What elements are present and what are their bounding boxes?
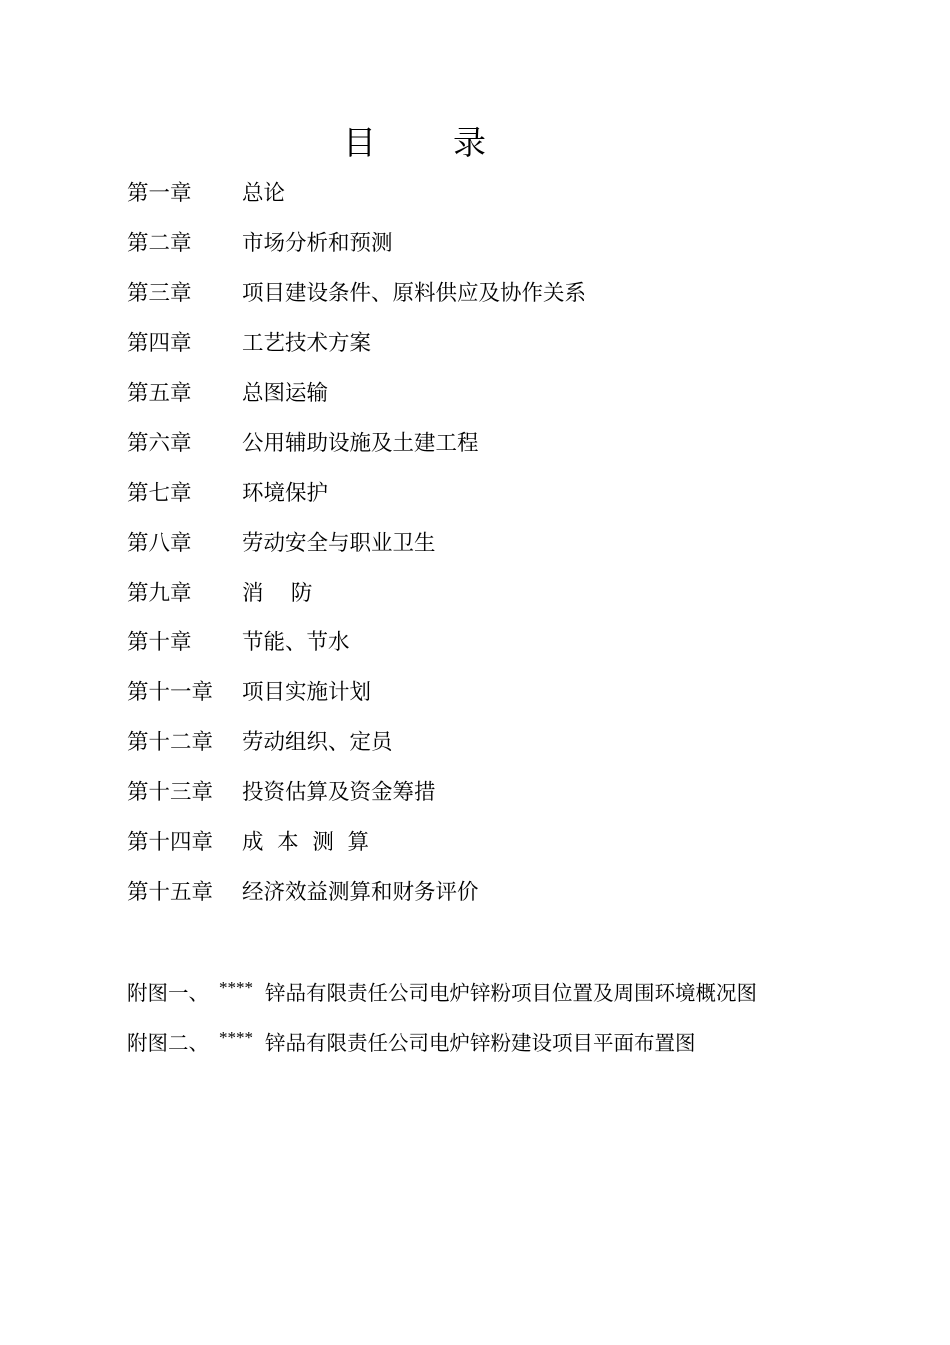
- toc-chapter-title: 公用辅助设施及土建工程: [242, 430, 479, 456]
- toc-chapter-number: 第二章: [127, 231, 192, 257]
- toc-entry-15: [127, 865, 847, 915]
- toc-chapter-number: 第九章: [127, 580, 192, 606]
- toc-entry-1: [127, 167, 847, 217]
- toc-chapter-number: 第七章: [127, 480, 192, 506]
- appendix-entry-1: [127, 966, 907, 1016]
- toc-entry-13: [127, 766, 847, 816]
- toc-chapter-title: 节能、节水: [242, 630, 350, 656]
- toc-chapter-title: 经济效益测算和财务评价: [242, 879, 479, 905]
- toc-entry-8: [127, 516, 847, 566]
- toc-chapter-title: 项目建设条件、原料供应及协作关系: [242, 281, 587, 307]
- toc-chapter-title: 成 本 测 算: [242, 830, 370, 856]
- toc-entry-6: [127, 416, 847, 466]
- toc-entry-7: [127, 466, 847, 516]
- toc-chapter-number: 第十三章: [127, 780, 214, 806]
- toc-chapter-number: 第十五章: [127, 879, 214, 905]
- toc-entry-12: [127, 716, 847, 766]
- toc-chapter-title: 环境保护: [242, 480, 329, 506]
- toc-entry-11: [127, 666, 847, 716]
- toc-chapter-title: 消 防: [242, 580, 313, 606]
- toc-entry-5: [127, 367, 847, 417]
- toc-chapter-title: 劳动组织、定员: [242, 730, 393, 756]
- appendix-list: [127, 966, 907, 1066]
- toc-chapter-number: 第八章: [127, 530, 192, 556]
- toc-entry-9: [127, 566, 847, 616]
- toc-chapter-title: 市场分析和预测: [242, 231, 393, 257]
- toc-chapter-number: 第四章: [127, 331, 192, 357]
- toc-entry-4: [127, 317, 847, 367]
- toc-chapter-number: 第六章: [127, 430, 192, 456]
- toc-chapter-number: 第五章: [127, 381, 192, 406]
- appendix-title: 锌品有限责任公司电炉锌粉项目位置及周围环境概况图: [265, 981, 757, 1005]
- toc-chapter-number: 第十四章: [127, 830, 214, 856]
- appendix-title: 锌品有限责任公司电炉锌粉建设项目平面布置图: [265, 1031, 696, 1055]
- appendix-number: 附图二、: [127, 1031, 209, 1055]
- toc-chapter-title: 总论: [242, 181, 286, 207]
- toc-chapter-title: 项目实施计划: [242, 680, 372, 706]
- toc-chapter-number: 第十一章: [127, 680, 214, 706]
- toc-chapter-number: 第十章: [127, 630, 192, 656]
- toc-chapter-title: 总图运输: [242, 381, 329, 406]
- page-title: 目 录: [343, 123, 488, 162]
- toc-chapter-title: 工艺技术方案: [242, 331, 372, 357]
- toc-chapter-title: 投资估算及资金筹措: [242, 780, 436, 806]
- toc-entry-3: [127, 267, 847, 317]
- table-of-contents: [127, 167, 847, 915]
- toc-entry-14: [127, 816, 847, 866]
- toc-chapter-title: 劳动安全与职业卫生: [242, 530, 436, 556]
- toc-chapter-number: 第十二章: [127, 730, 214, 756]
- toc-chapter-number: 第一章: [127, 181, 192, 207]
- redacted-name: ****: [219, 1028, 253, 1047]
- redacted-name: ****: [219, 978, 253, 997]
- toc-entry-2: [127, 217, 847, 267]
- appendix-number: 附图一、: [127, 981, 209, 1005]
- toc-chapter-number: 第三章: [127, 281, 192, 307]
- toc-entry-10: [127, 616, 847, 666]
- appendix-entry-2: [127, 1016, 907, 1066]
